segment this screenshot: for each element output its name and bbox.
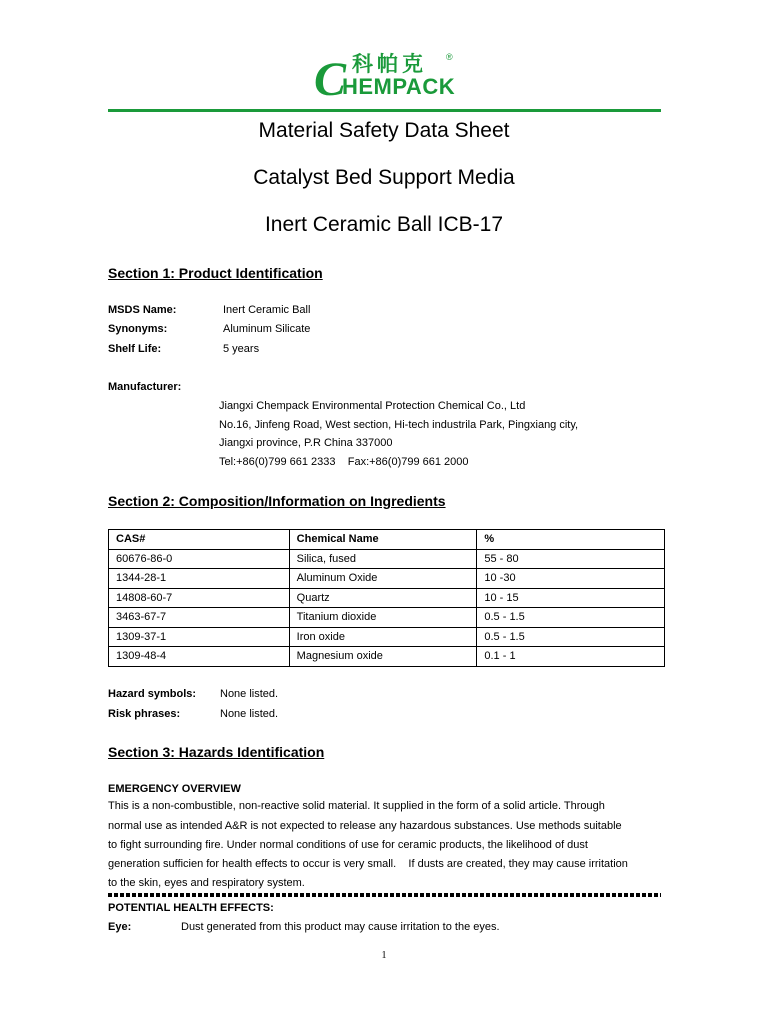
table-row bbox=[109, 608, 665, 628]
shelf-life-value: 5 years bbox=[223, 343, 260, 355]
logo-c-letter: C bbox=[314, 53, 347, 106]
column-header-cas: CAS# bbox=[109, 530, 290, 550]
msds-name-value: Inert Ceramic Ball bbox=[223, 304, 311, 316]
column-header-percent: % bbox=[477, 530, 665, 550]
cas-cell: 60676-86-0 bbox=[109, 549, 290, 569]
manufacturer-label: Manufacturer: bbox=[108, 381, 182, 393]
emergency-text-line3: to fight surrounding fire. Under normal conditions of use for ceramic products, the likelihood of dust bbox=[108, 839, 588, 851]
logo-chinese-text: 科帕克 bbox=[352, 52, 427, 76]
chemical-name-cell: Aluminum Oxide bbox=[289, 569, 477, 589]
table-row bbox=[109, 588, 665, 608]
manufacturer-name: Jiangxi Chempack Environmental Protection Chemical Co., Ltd bbox=[219, 400, 526, 412]
emergency-overview-heading: EMERGENCY OVERVIEW bbox=[108, 783, 241, 795]
cas-cell: 1309-48-4 bbox=[109, 647, 290, 667]
section-3-heading: Section 3: Hazards Identification bbox=[108, 744, 325, 760]
manufacturer-address-line2: Jiangxi province, P.R China 337000 bbox=[219, 437, 393, 449]
eye-effects-value: Dust generated from this product may cause irritation to the eyes. bbox=[181, 921, 500, 933]
cas-cell: 3463-67-7 bbox=[109, 608, 290, 628]
doc-title: Material Safety Data Sheet bbox=[258, 119, 510, 142]
cas-cell: 14808-60-7 bbox=[109, 588, 290, 608]
manufacturer-contact: Tel:+86(0)799 661 2333 Fax:+86(0)799 661 2000 bbox=[219, 456, 469, 468]
synonyms-label: Synonyms: bbox=[108, 323, 168, 335]
composition-table bbox=[108, 529, 665, 667]
synonyms-value: Aluminum Silicate bbox=[223, 323, 311, 335]
hazard-symbols-label: Hazard symbols: bbox=[108, 688, 197, 700]
table-row bbox=[109, 647, 665, 667]
emergency-text-line4: generation sufficien for health effects to occur is very small. If dusts are created, they may cause irritation bbox=[108, 858, 628, 870]
potential-health-effects-heading: POTENTIAL HEALTH EFFECTS: bbox=[108, 902, 274, 914]
logo-brand-text: HEMPACK bbox=[342, 74, 456, 99]
percent-cell: 55 - 80 bbox=[477, 549, 665, 569]
doc-subtitle: Catalyst Bed Support Media bbox=[253, 166, 515, 189]
chemical-name-cell: Iron oxide bbox=[289, 627, 477, 647]
shelf-life-label: Shelf Life: bbox=[108, 343, 162, 355]
table-row bbox=[109, 549, 665, 569]
msds-name-label: MSDS Name: bbox=[108, 304, 177, 316]
chemical-name-cell: Titanium dioxide bbox=[289, 608, 477, 628]
percent-cell: 10 - 15 bbox=[477, 588, 665, 608]
table-row bbox=[109, 627, 665, 647]
product-title: Inert Ceramic Ball ICB-17 bbox=[264, 213, 504, 236]
emergency-text-line2: normal use as intended A&R is not expected to release any hazardous substances. Use methods suitable bbox=[108, 820, 622, 832]
risk-phrases-value: None listed. bbox=[220, 708, 279, 720]
eye-label: Eye: bbox=[108, 921, 132, 933]
cas-cell: 1309-37-1 bbox=[109, 627, 290, 647]
column-header-chemical-name: Chemical Name bbox=[289, 530, 477, 550]
registered-mark: ® bbox=[446, 52, 453, 62]
percent-cell: 0.1 - 1 bbox=[477, 647, 665, 667]
chempack-logo bbox=[312, 50, 462, 106]
page-number: 1 bbox=[381, 950, 387, 961]
chemical-name-cell: Silica, fused bbox=[289, 549, 477, 569]
emergency-text-line1: This is a non-combustible, non-reactive solid material. It supplied in the form of a solid article. Through bbox=[108, 800, 605, 812]
risk-phrases-label: Risk phrases: bbox=[108, 708, 181, 720]
percent-cell: 10 -30 bbox=[477, 569, 665, 589]
emergency-text-line5: to the skin, eyes and respiratory system. bbox=[108, 877, 305, 889]
header-rule bbox=[108, 109, 661, 112]
chemical-name-cell: Magnesium oxide bbox=[289, 647, 477, 667]
dashed-divider bbox=[108, 893, 661, 897]
table-row bbox=[109, 569, 665, 589]
section-2-heading: Section 2: Composition/Information on Ingredients bbox=[108, 493, 446, 509]
percent-cell: 0.5 - 1.5 bbox=[477, 608, 665, 628]
hazard-symbols-value: None listed. bbox=[220, 688, 279, 700]
table-header-row bbox=[109, 530, 665, 550]
cas-cell: 1344-28-1 bbox=[109, 569, 290, 589]
percent-cell: 0.5 - 1.5 bbox=[477, 627, 665, 647]
chemical-name-cell: Quartz bbox=[289, 588, 477, 608]
section-1-heading: Section 1: Product Identification bbox=[108, 265, 323, 281]
manufacturer-address-line1: No.16, Jinfeng Road, West section, Hi-tech industrila Park, Pingxiang city, bbox=[219, 419, 579, 431]
